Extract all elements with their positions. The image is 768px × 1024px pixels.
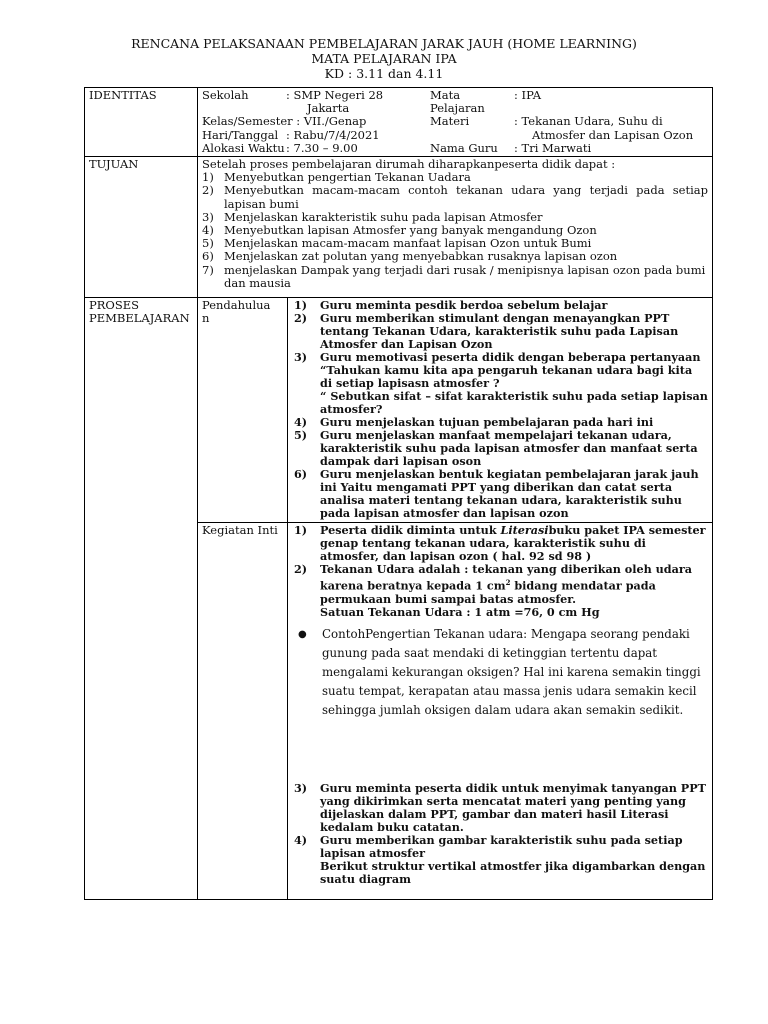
- tujuan-item: 5) Menjelaskan macam-macam manfaat lapisan Ozon untuk Bumi: [202, 236, 592, 251]
- sekolah-value: : SMP Negeri 28: [286, 88, 384, 102]
- hari-value: : Rabu/7/4/2021: [286, 127, 380, 142]
- tujuan-item: 1) Menyebutkan pengertian Tekanan Uadara: [202, 170, 471, 185]
- materi-value-2: Atmosfer dan Lapisan Ozon: [532, 127, 694, 142]
- satuan-tekanan: Satuan Tekanan Udara : 1 atm =76, 0 cm Hg: [320, 604, 600, 619]
- inti-item: 2) Tekanan Udara adalah : tekanan yang diberikan oleh udara karena beratnya kepada 1 $cm^2$ bidang mendatar pada permukaan bumi sampai batas atmosfer. Satuan Tekanan Udara : 1 atm =76, 0 cm Hg: [294, 562, 692, 619]
- mapel-key: Mata Pelajaran: [430, 88, 485, 116]
- rpp-table: [84, 87, 713, 900]
- bullet-dot-icon: ●: [298, 628, 307, 640]
- inti-item: 1) Peserta didik diminta untuk Literasibuku paket IPA semester genap tentang tekanan udara, karakteristik suhu di atmosfer, dan lapisan ozon ( hal. 92 sd 98 ): [294, 523, 706, 564]
- tujuan-content: [198, 157, 713, 298]
- pendahuluan-item: 1) Guru meminta pesdik berdoa sebelum belajar: [294, 298, 608, 313]
- tujuan-item: 4) Menyebutkan lapisan Atmosfer yang banyak mengandung Ozon: [202, 223, 597, 238]
- kegiatan-inti-content: [288, 523, 713, 900]
- bullet-text: ContohPengertian Tekanan udara: Mengapa seorang pendaki gunung pada saat mendaki di ketinggian tertentu dapat mengalami kekurangan oksigen? Hal ini karena semakin tinggi suatu tempat, kerapatan atau massa jenis udara semakin kecil sehingga jumlah oksigen dalam udara akan semakin sedikit.: [322, 626, 701, 717]
- tujuan-item: 7) menjelaskan Dampak yang terjadi dari rusak / menipisnya lapisan ozon pada bumi dan mausia: [202, 262, 706, 290]
- identitas-row: [85, 88, 713, 157]
- pendahuluan-item: 6) Guru menjelaskan bentuk kegiatan pembelajaran jarak jauh ini Yaitu mengamati PPT yang diberikan dan catat serta analisa materi tentang tekanan udara, karakteristik suhu pada lapisan atmosfer dan lapisan ozon: [294, 467, 699, 521]
- alokasi-key: Alokasi Waktu: [202, 140, 285, 155]
- sekolah-value-2: Jakarta: [307, 101, 350, 116]
- identitas-right: [430, 89, 708, 155]
- pendahuluan-content: [288, 298, 713, 523]
- diagram-intro: Berikut struktur vertikal atmostfer jika digambarkan dengan suatu diagram: [320, 858, 706, 886]
- tujuan-item: 6) Menjelaskan zat polutan yang menyebabkan rusaknya lapisan ozon: [202, 249, 618, 264]
- doc-title-line2: MATA PELAJARAN IPA: [311, 51, 457, 66]
- kegiatan-inti-label: Kegiatan Inti: [198, 523, 288, 900]
- bullet-item: [294, 625, 708, 720]
- pendahuluan-item: 2) Guru memberikan stimulant dengan menayangkan PPT tentang Tekanan Udara, karakteristik suhu pada Lapisan Atmosfer dan Lapisan Ozon: [294, 311, 679, 352]
- pendahuluan-row: [85, 298, 713, 523]
- identitas-content: [198, 88, 713, 157]
- mapel-value: : IPA: [514, 88, 542, 102]
- pendahuluan-item: 3) Guru memotivasi peserta didik dengan beberapa pertanyaan “Tahukan kamu kita apa pengaruh tekanan udara bagi kita di setiap lapisasn atmosfer ? “ Sebutkan sifat – sifat karakteristik suhu pada setiap lapisan atmosfer?: [294, 350, 708, 417]
- proses-label: PROSES PEMBELAJARAN: [85, 298, 198, 900]
- question-2: “ Sebutkan sifat – sifat karakteristik suhu pada setiap lapisan atmosfer?: [320, 389, 708, 417]
- guru-key: Nama Guru: [430, 140, 498, 155]
- tujuan-intro: Setelah proses pembelajaran dirumah diharapkanpeserta didik dapat :: [202, 157, 616, 172]
- inti-item: 4) Guru memberikan gambar karakteristik suhu pada setiap lapisan atmosfer Berikut struktur vertikal atmostfer jika digambarkan dengan suatu diagram: [294, 832, 706, 886]
- guru-value: : Tri Marwati: [514, 140, 592, 155]
- question-1: “Tahukan kamu kita apa pengaruh tekanan udara bagi kita di setiap lapisasn atmosfer ?: [320, 363, 693, 391]
- hari-key: Hari/Tanggal: [202, 127, 279, 142]
- pendahuluan-label: Pendahulua n: [198, 298, 288, 523]
- identitas-label: IDENTITAS: [85, 88, 198, 157]
- doc-title-line3: KD : 3.11 dan 4.11: [324, 66, 444, 81]
- tujuan-item: 3) Menjelaskan karakteristik suhu pada lapisan Atmosfer: [202, 209, 543, 224]
- pendahuluan-item: 5) Guru menjelaskan manfaat mempelajari tekanan udara, karakteristik suhu pada lapisan atmosfer dan manfaat serta dampak dari lapisan oson: [294, 428, 698, 469]
- tujuan-label: TUJUAN: [85, 157, 198, 298]
- inti-item: 3) Guru meminta peserta didik untuk menyimak tanyangan PPT yang dikirimkan serta mencatat materi yang penting yang dijelaskan dalam PPT, gambar dan materi hasil Literasi kedalam buku catatan.: [294, 780, 706, 834]
- identitas-left: [202, 89, 430, 155]
- kelas-semester: Kelas/Semester : VII./Genap: [202, 114, 367, 129]
- tujuan-row: [85, 157, 713, 298]
- doc-title-line1: RENCANA PELAKSANAAN PEMBELAJARAN JARAK JAUH (HOME LEARNING): [131, 36, 637, 51]
- sekolah-key: Sekolah: [202, 88, 249, 102]
- materi-key: Materi: [430, 114, 470, 129]
- materi-value: : Tekanan Udara, Suhu di: [514, 114, 663, 129]
- alokasi-value: : 7.30 – 9.00: [286, 140, 358, 155]
- tujuan-item: 2) Menyebutkan macam-macam contoh tekanan udara yang terjadi pada setiap lapisan bumi: [202, 183, 708, 211]
- pendahuluan-item: 4) Guru menjelaskan tujuan pembelajaran pada hari ini: [294, 415, 654, 430]
